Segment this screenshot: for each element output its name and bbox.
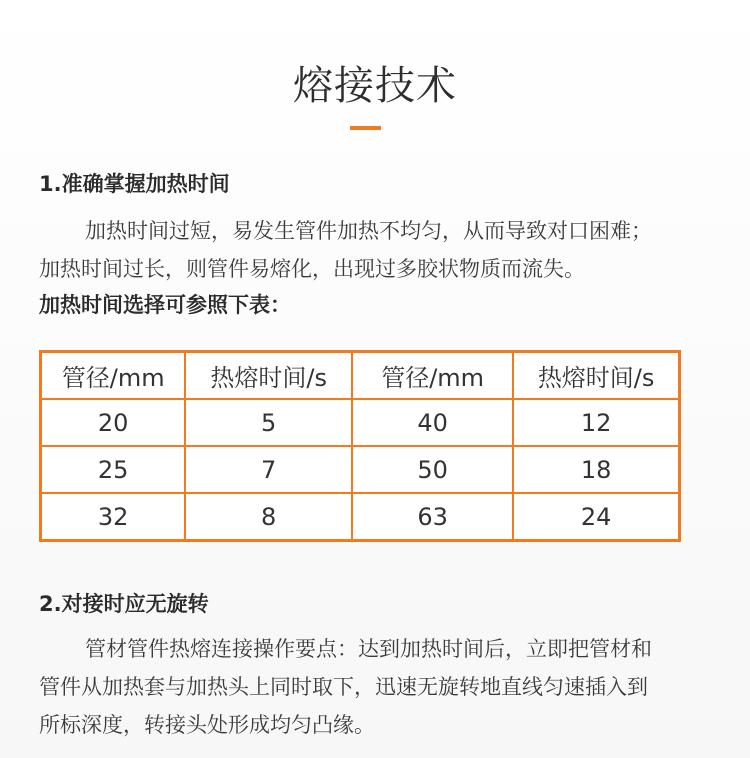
table-caption: 加热时间选择可参照下表： — [39, 293, 291, 317]
table-cell: 32 — [41, 493, 186, 541]
section1-paragraph — [39, 212, 719, 288]
section2-paragraph — [39, 630, 719, 744]
section2-paragraph-line: 管件从加热套与加热头上同时取下，迅速无旋转地直线匀速插入到 — [39, 675, 648, 699]
section1-paragraph-line: 加热时间过短，易发生管件加热不均匀，从而导致对口困难； — [85, 219, 652, 243]
table-header-cell: 管径/mm — [352, 352, 513, 400]
heating-time-table — [39, 350, 681, 542]
table-header-cell: 热熔时间/s — [185, 352, 352, 400]
table-row — [41, 446, 680, 493]
table-cell: 50 — [352, 446, 513, 493]
table-header-cell: 管径/mm — [41, 352, 186, 400]
table-row — [41, 399, 680, 446]
page-title: 熔接技术 — [293, 63, 457, 109]
table-cell: 25 — [41, 446, 186, 493]
table-cell: 5 — [185, 399, 352, 446]
table-cell: 8 — [185, 493, 352, 541]
section1-heading: 1.准确掌握加热时间 — [39, 172, 230, 196]
section2-paragraph-line: 所标深度，转接头处形成均匀凸缘。 — [39, 713, 375, 737]
table-header-cell: 热熔时间/s — [513, 352, 679, 400]
table-cell: 40 — [352, 399, 513, 446]
table-cell: 12 — [513, 399, 679, 446]
section2-paragraph-line: 管材管件热熔连接操作要点：达到加热时间后，立即把管材和 — [85, 637, 652, 661]
section1-paragraph-line: 加热时间过长，则管件易熔化，出现过多胶状物质而流失。 — [39, 257, 585, 281]
table-cell: 24 — [513, 493, 679, 541]
table-header-row — [41, 352, 680, 400]
title-underline-accent — [350, 126, 381, 130]
section2-heading: 2.对接时应无旋转 — [39, 592, 209, 616]
table-cell: 18 — [513, 446, 679, 493]
table-row — [41, 493, 680, 541]
table-cell: 20 — [41, 399, 186, 446]
table-cell: 63 — [352, 493, 513, 541]
table-cell: 7 — [185, 446, 352, 493]
